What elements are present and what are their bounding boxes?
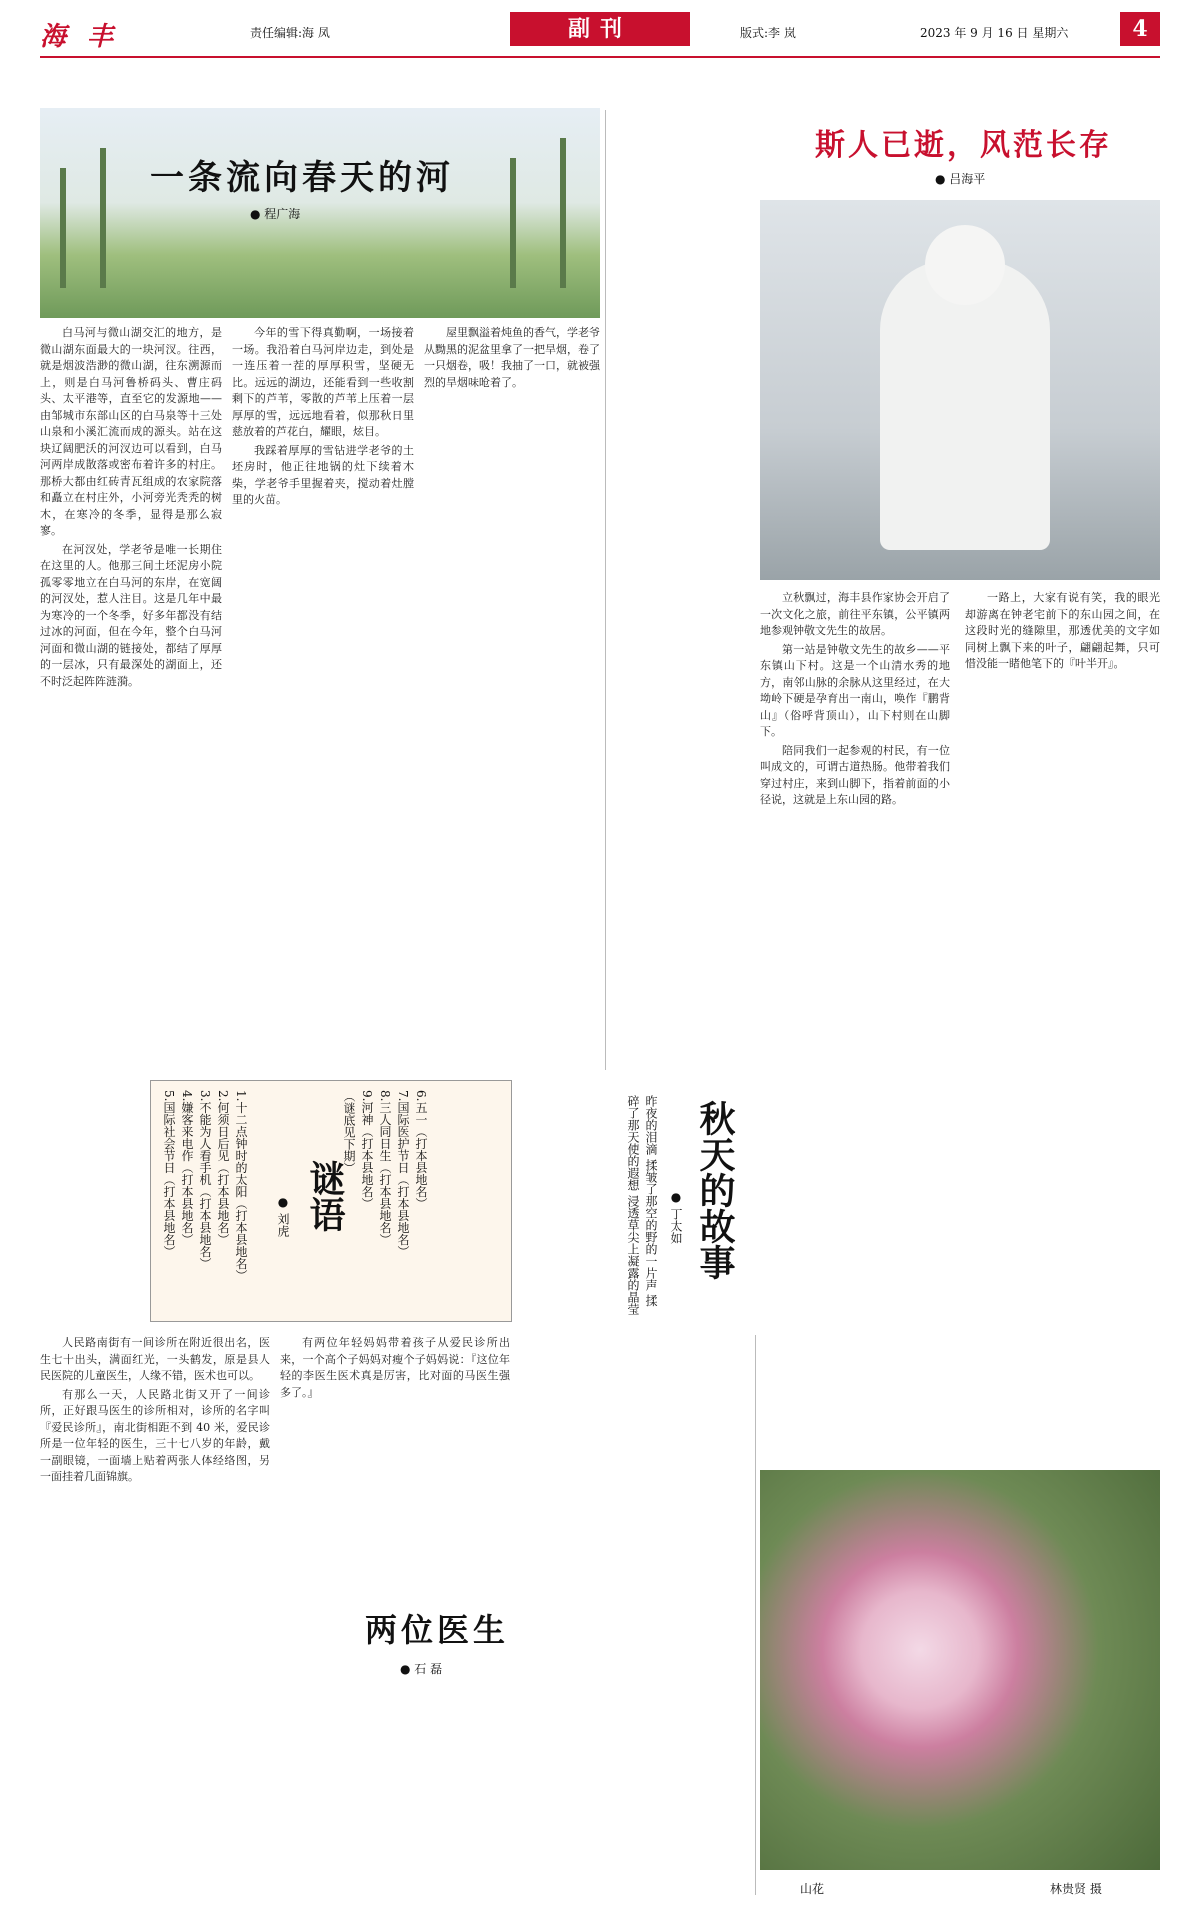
statue-column-1 — [760, 590, 950, 1450]
statue-paragraph: 第一站是钟敬文先生的故乡——平东镇山下村。这是一个山清水秀的地方，南邻山脉的余脉从这里经过，在大坳岭下硬是孕育出一南山，唤作『鹏背山』（俗呼背顶山），山下村则在山脚下。 — [760, 642, 950, 738]
river-paragraph: 今年的雪下得真勤啊，一场接着一场。我沿着白马河岸边走，到处是一连压着一茬的厚厚积雪，坚硬无比。远远的湖边，还能看到一些收割剩下的芦苇，零散的芦苇上压着一层厚厚的雪，远远地看着，似那秋日里慈放着的芦花白，耀眼，炫目。 — [232, 326, 414, 438]
riddle-item: 8.三人同日生（打本县地名） — [378, 1090, 392, 1246]
column-divider — [605, 110, 606, 1070]
riddle-list — [160, 1090, 250, 1310]
river-column-1 — [40, 325, 222, 1065]
page-number: 4 — [1120, 12, 1160, 46]
river-banner-image — [40, 108, 600, 318]
doctors-column-1 — [40, 1335, 270, 1895]
doctors-column-2 — [280, 1335, 510, 1585]
flower-photo — [760, 1470, 1160, 1870]
riddle-title: 谜语 — [304, 1160, 346, 1232]
riddle-item: 7.国际医护节日（打本县地名） — [396, 1090, 410, 1258]
riddle-note: （谜底见下期） — [342, 1090, 356, 1174]
statue-author: ● 吕海平 — [935, 172, 986, 186]
issue-date: 2023 年 9 月 16 日 星期六 — [920, 26, 1069, 40]
editor-credit: 责任编辑:海 凤 — [250, 26, 330, 40]
doctors-paragraph: 有那么一天，人民路北街又开了一间诊所，正好跟马医生的诊所相对，诊所的名字叫『爱民诊所』，南北街相距不到 40 米，爱民诊所是一位年轻的医生，三十七八岁的年龄，戴一副眼镜，一面墙上贴着两张人体经络图，另一面挂着几面锦旗。 — [40, 1387, 270, 1483]
autumn-author: ● 丁太如 — [669, 1190, 683, 1244]
riddle-item: 5.国际社会节日（打本县地名） — [162, 1090, 176, 1258]
autumn-poem: 昨夜的泪滴 揉皱了那空的野的一片声 揉碎了那天使的遐想 浸透草尖上凝露的晶莹 — [626, 1095, 658, 1315]
photo-caption: 山花 — [800, 1882, 825, 1896]
riddle-item: 1.十二点钟时的太阳（打本县地名） — [234, 1090, 248, 1282]
riddle-item: 9.河神（打本县地名） — [360, 1090, 374, 1210]
statue-title: 斯人已逝，风范长存 — [815, 128, 1112, 163]
doctors-title: 两位医生 — [365, 1611, 510, 1649]
river-paragraph: 我踩着厚厚的雪钻进学老爷的土坯房时，他正往地锅的灶下续着木柴，学老爷手里握着夹，搅动着灶膛里的火苗。 — [232, 443, 414, 506]
layout-credit: 版式:李 岚 — [740, 26, 796, 40]
masthead-logo: 海 丰 — [40, 22, 120, 52]
riddle-item: 4.嫌客来电作（打本县地名） — [180, 1090, 194, 1246]
riddle-item: 3.不能为人看手机（打本县地名） — [198, 1090, 212, 1270]
river-column-3 — [424, 325, 600, 1065]
riddle-item: 2.何须日后见（打本县地名） — [216, 1090, 230, 1246]
river-author: ● 程广海 — [250, 207, 301, 221]
riddle-list-2 — [340, 1090, 430, 1310]
doctors-paragraph: 有两位年轻妈妈带着孩子从爱民诊所出来，一个高个子妈妈对瘦个子妈妈说：『这位年轻的李医生医术真是厉害，比对面的马医生强多了。』 — [280, 1336, 510, 1399]
river-title: 一条流向春天的河 — [150, 158, 454, 198]
statue-head — [925, 225, 1005, 305]
river-paragraph: 白马河与微山湖交汇的地方，是微山湖东面最大的一块河汊。往西，就是烟波浩渺的微山湖，往东溯源而上，则是白马河鲁桥码头、曹庄码头、太平港等，直至它的发源地——由邹城市东部山区的白马泉等十三处山泉和小溪汇流而成的源头。站在这块辽阔肥沃的河汊边可以看到，白马河两岸成散落或密布着许多的村庄。那桥大都由红砖青瓦组成的农家院落和矗立在村庄外，小河旁光秃秃的树木，在寒冷的冬季，显得是那么寂寥。 — [40, 326, 222, 537]
doctors-author: ● 石 磊 — [400, 1662, 443, 1676]
autumn-title: 秋天的故事 — [694, 1100, 736, 1280]
photo-credit: 林贵贤 摄 — [1050, 1882, 1102, 1896]
river-paragraph: 屋里飘溢着炖鱼的香气，学老爷从黝黑的泥盆里拿了一把旱烟，卷了一只烟卷，吸！我抽了一口，就被强烈的旱烟味呛着了。 — [424, 326, 600, 389]
statue-paragraph: 立秋飘过，海丰县作家协会开启了一次文化之旅，前往平东镇，公平镇两地参观钟敬文先生的故居。 — [760, 591, 950, 637]
riddle-item: 6.五一（打本县地名） — [414, 1090, 428, 1210]
statue-paragraph: 陪同我们一起参观的村民，有一位叫成文的，可谓古道热肠。他带着我们穿过村庄，来到山脚下，指着前面的小径说，这就是上东山园的路。 — [760, 743, 950, 806]
riddle-author: ● 刘虎 — [276, 1195, 290, 1237]
doctors-paragraph: 人民路南街有一间诊所在附近很出名，医生七十出头，满面红光，一头鹤发，原是县人民医院的儿童医生，人缘不错，医术也可以。 — [40, 1336, 270, 1382]
river-column-2 — [232, 325, 414, 1065]
statue-paragraph: 一路上，大家有说有笑，我的眼光却游离在钟老宅前下的东山园之间，在这段时光的缝隙里，那透优美的文字如同树上飘下来的叶子，翩翩起舞，只可惜没能一睹他笔下的『叶半开』。 — [965, 591, 1160, 670]
river-paragraph: 在河汊处，学老爷是唯一长期住在这里的人。他那三间土坯泥房小院孤零零地立在白马河的东岸，在宽阔的河汊处，惹人注目。这是几年中最为寒冷的一个冬季，好多年都没有结过冰的河面，但在今年，整个白马河河面和微山湖的链接处，都结了厚厚的一层冰，只有最深处的湖面上，还不时泛起阵阵涟漪。 — [40, 542, 222, 688]
section-banner: 副刊 — [510, 12, 690, 46]
column-divider — [755, 1335, 756, 1895]
header-divider — [40, 56, 1160, 58]
statue-column-2 — [965, 590, 1160, 1450]
page-header — [40, 12, 1160, 52]
